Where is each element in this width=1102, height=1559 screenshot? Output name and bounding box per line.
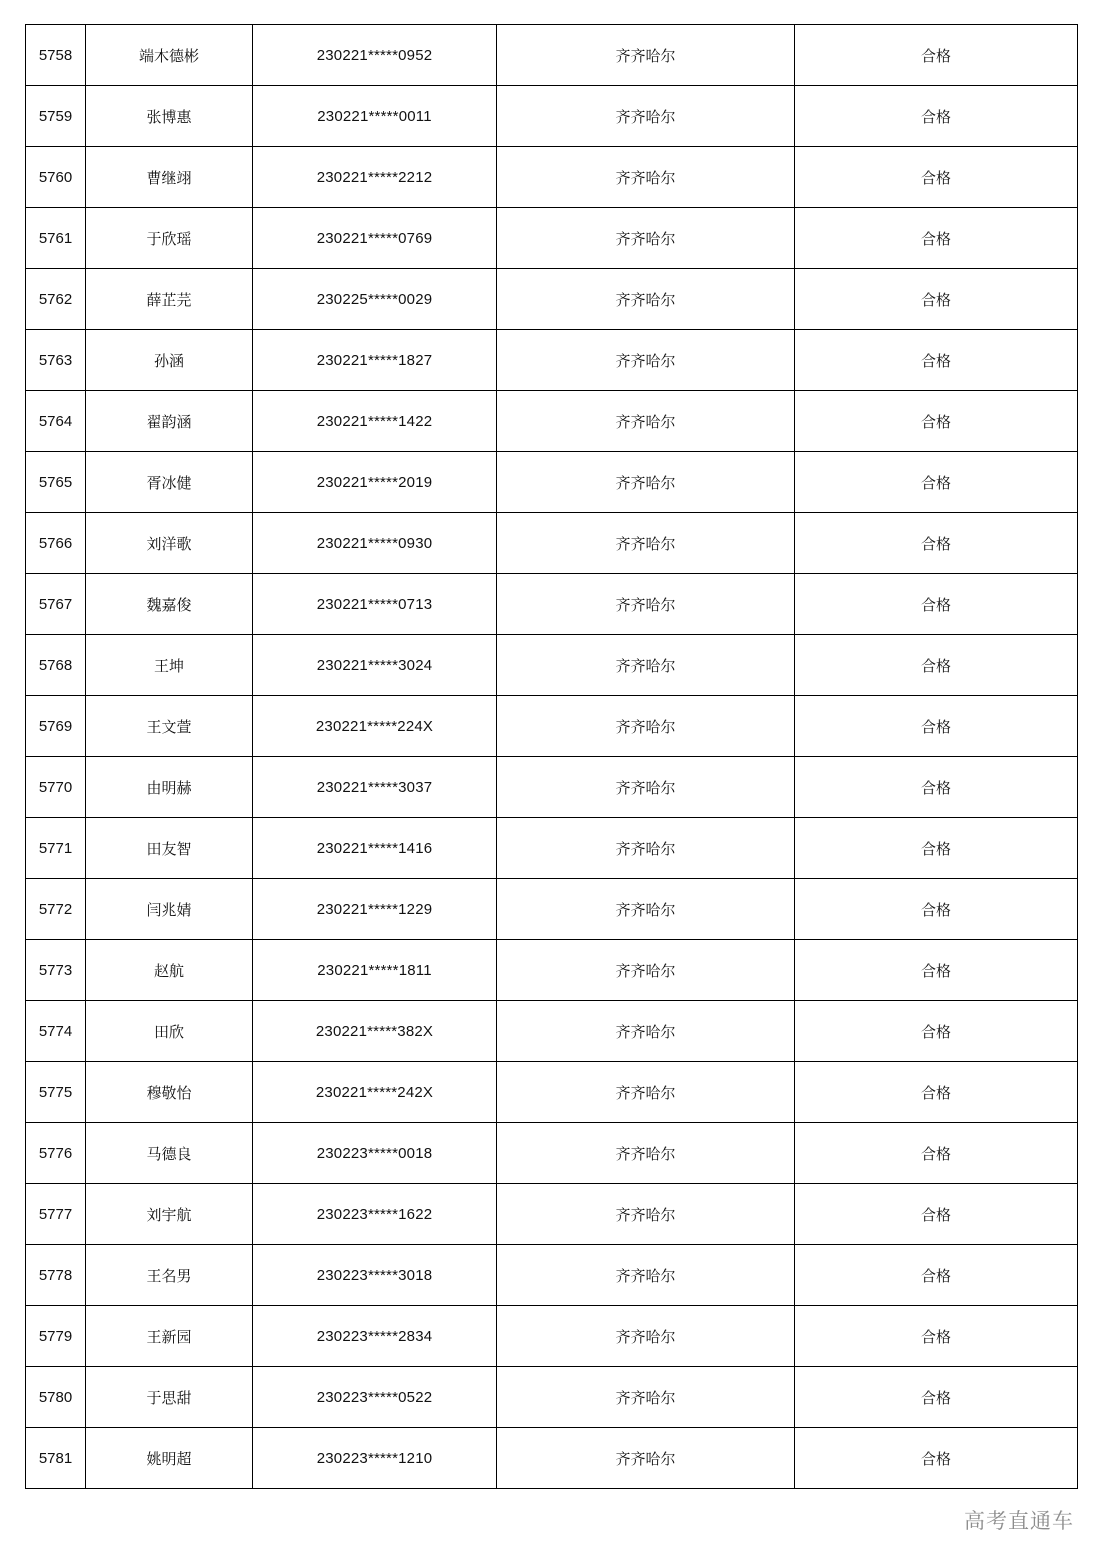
serial-number-cell: 5773: [26, 940, 86, 1001]
result-cell: 合格: [795, 879, 1078, 940]
table-row: [26, 391, 1078, 452]
table-row: [26, 452, 1078, 513]
serial-number-cell: 5758: [26, 25, 86, 86]
name-cell: 王名男: [86, 1245, 253, 1306]
city-cell: 齐齐哈尔: [497, 1428, 795, 1489]
id-number-cell: 230223*****1210: [253, 1428, 497, 1489]
serial-number-cell: 5772: [26, 879, 86, 940]
name-cell: 刘宇航: [86, 1184, 253, 1245]
city-cell: 齐齐哈尔: [497, 147, 795, 208]
serial-number-cell: 5766: [26, 513, 86, 574]
result-cell: 合格: [795, 208, 1078, 269]
serial-number-cell: 5759: [26, 86, 86, 147]
result-cell: 合格: [795, 1306, 1078, 1367]
city-cell: 齐齐哈尔: [497, 1367, 795, 1428]
city-cell: 齐齐哈尔: [497, 1306, 795, 1367]
city-cell: 齐齐哈尔: [497, 940, 795, 1001]
id-number-cell: 230223*****2834: [253, 1306, 497, 1367]
table-row: [26, 1123, 1078, 1184]
table-row: [26, 330, 1078, 391]
name-cell: 孙涵: [86, 330, 253, 391]
result-cell: 合格: [795, 391, 1078, 452]
result-cell: 合格: [795, 574, 1078, 635]
id-number-cell: 230223*****0018: [253, 1123, 497, 1184]
result-cell: 合格: [795, 818, 1078, 879]
city-cell: 齐齐哈尔: [497, 1245, 795, 1306]
table-row: [26, 818, 1078, 879]
serial-number-cell: 5776: [26, 1123, 86, 1184]
table-row: [26, 513, 1078, 574]
city-cell: 齐齐哈尔: [497, 879, 795, 940]
result-cell: 合格: [795, 147, 1078, 208]
city-cell: 齐齐哈尔: [497, 1123, 795, 1184]
serial-number-cell: 5780: [26, 1367, 86, 1428]
table-row: [26, 1428, 1078, 1489]
id-number-cell: 230221*****3024: [253, 635, 497, 696]
serial-number-cell: 5764: [26, 391, 86, 452]
table-row: [26, 1062, 1078, 1123]
serial-number-cell: 5769: [26, 696, 86, 757]
city-cell: 齐齐哈尔: [497, 818, 795, 879]
table-row: [26, 1184, 1078, 1245]
city-cell: 齐齐哈尔: [497, 452, 795, 513]
city-cell: 齐齐哈尔: [497, 1001, 795, 1062]
table-row: [26, 208, 1078, 269]
name-cell: 闫兆婧: [86, 879, 253, 940]
city-cell: 齐齐哈尔: [497, 757, 795, 818]
table-row: [26, 147, 1078, 208]
id-number-cell: 230221*****0769: [253, 208, 497, 269]
name-cell: 张博惠: [86, 86, 253, 147]
serial-number-cell: 5768: [26, 635, 86, 696]
city-cell: 齐齐哈尔: [497, 1062, 795, 1123]
id-number-cell: 230221*****2212: [253, 147, 497, 208]
serial-number-cell: 5779: [26, 1306, 86, 1367]
serial-number-cell: 5761: [26, 208, 86, 269]
id-number-cell: 230221*****0011: [253, 86, 497, 147]
id-number-cell: 230221*****242X: [253, 1062, 497, 1123]
id-number-cell: 230225*****0029: [253, 269, 497, 330]
name-cell: 王文萱: [86, 696, 253, 757]
table-row: [26, 25, 1078, 86]
result-cell: 合格: [795, 1184, 1078, 1245]
result-cell: 合格: [795, 1428, 1078, 1489]
table-row: [26, 940, 1078, 1001]
result-cell: 合格: [795, 1245, 1078, 1306]
name-cell: 由明赫: [86, 757, 253, 818]
serial-number-cell: 5770: [26, 757, 86, 818]
name-cell: 刘洋歌: [86, 513, 253, 574]
city-cell: 齐齐哈尔: [497, 330, 795, 391]
id-number-cell: 230221*****382X: [253, 1001, 497, 1062]
watermark-text: 高考直通车: [964, 1509, 1074, 1533]
result-cell: 合格: [795, 513, 1078, 574]
city-cell: 齐齐哈尔: [497, 208, 795, 269]
id-number-cell: 230221*****1422: [253, 391, 497, 452]
results-table: [25, 24, 1078, 1489]
city-cell: 齐齐哈尔: [497, 635, 795, 696]
table-row: [26, 879, 1078, 940]
serial-number-cell: 5775: [26, 1062, 86, 1123]
id-number-cell: 230221*****1416: [253, 818, 497, 879]
table-row: [26, 574, 1078, 635]
result-cell: 合格: [795, 696, 1078, 757]
table-row: [26, 269, 1078, 330]
serial-number-cell: 5778: [26, 1245, 86, 1306]
name-cell: 马德良: [86, 1123, 253, 1184]
name-cell: 田欣: [86, 1001, 253, 1062]
result-cell: 合格: [795, 940, 1078, 1001]
result-cell: 合格: [795, 757, 1078, 818]
serial-number-cell: 5771: [26, 818, 86, 879]
id-number-cell: 230221*****1229: [253, 879, 497, 940]
serial-number-cell: 5762: [26, 269, 86, 330]
id-number-cell: 230221*****0713: [253, 574, 497, 635]
name-cell: 胥冰健: [86, 452, 253, 513]
result-cell: 合格: [795, 452, 1078, 513]
name-cell: 端木德彬: [86, 25, 253, 86]
city-cell: 齐齐哈尔: [497, 269, 795, 330]
name-cell: 王新园: [86, 1306, 253, 1367]
id-number-cell: 230223*****3018: [253, 1245, 497, 1306]
results-table-body: [26, 25, 1078, 1489]
serial-number-cell: 5763: [26, 330, 86, 391]
serial-number-cell: 5760: [26, 147, 86, 208]
table-row: [26, 1001, 1078, 1062]
name-cell: 于思甜: [86, 1367, 253, 1428]
serial-number-cell: 5765: [26, 452, 86, 513]
table-row: [26, 635, 1078, 696]
result-cell: 合格: [795, 330, 1078, 391]
name-cell: 曹继翊: [86, 147, 253, 208]
table-row: [26, 1306, 1078, 1367]
table-row: [26, 696, 1078, 757]
name-cell: 王坤: [86, 635, 253, 696]
result-cell: 合格: [795, 25, 1078, 86]
name-cell: 田友智: [86, 818, 253, 879]
table-row: [26, 757, 1078, 818]
id-number-cell: 230223*****1622: [253, 1184, 497, 1245]
serial-number-cell: 5767: [26, 574, 86, 635]
result-cell: 合格: [795, 1001, 1078, 1062]
result-cell: 合格: [795, 269, 1078, 330]
city-cell: 齐齐哈尔: [497, 25, 795, 86]
id-number-cell: 230221*****2019: [253, 452, 497, 513]
result-cell: 合格: [795, 1367, 1078, 1428]
result-cell: 合格: [795, 1123, 1078, 1184]
name-cell: 于欣瑶: [86, 208, 253, 269]
city-cell: 齐齐哈尔: [497, 1184, 795, 1245]
id-number-cell: 230221*****0930: [253, 513, 497, 574]
city-cell: 齐齐哈尔: [497, 513, 795, 574]
city-cell: 齐齐哈尔: [497, 86, 795, 147]
city-cell: 齐齐哈尔: [497, 574, 795, 635]
table-row: [26, 1367, 1078, 1428]
name-cell: 薛芷芫: [86, 269, 253, 330]
name-cell: 魏嘉俊: [86, 574, 253, 635]
serial-number-cell: 5777: [26, 1184, 86, 1245]
id-number-cell: 230221*****1827: [253, 330, 497, 391]
table-row: [26, 86, 1078, 147]
serial-number-cell: 5774: [26, 1001, 86, 1062]
id-number-cell: 230221*****224X: [253, 696, 497, 757]
result-cell: 合格: [795, 86, 1078, 147]
result-cell: 合格: [795, 1062, 1078, 1123]
id-number-cell: 230221*****1811: [253, 940, 497, 1001]
serial-number-cell: 5781: [26, 1428, 86, 1489]
name-cell: 姚明超: [86, 1428, 253, 1489]
name-cell: 赵航: [86, 940, 253, 1001]
table-row: [26, 1245, 1078, 1306]
city-cell: 齐齐哈尔: [497, 391, 795, 452]
name-cell: 翟韵涵: [86, 391, 253, 452]
id-number-cell: 230221*****0952: [253, 25, 497, 86]
name-cell: 穆敬怡: [86, 1062, 253, 1123]
id-number-cell: 230221*****3037: [253, 757, 497, 818]
result-cell: 合格: [795, 635, 1078, 696]
id-number-cell: 230223*****0522: [253, 1367, 497, 1428]
city-cell: 齐齐哈尔: [497, 696, 795, 757]
